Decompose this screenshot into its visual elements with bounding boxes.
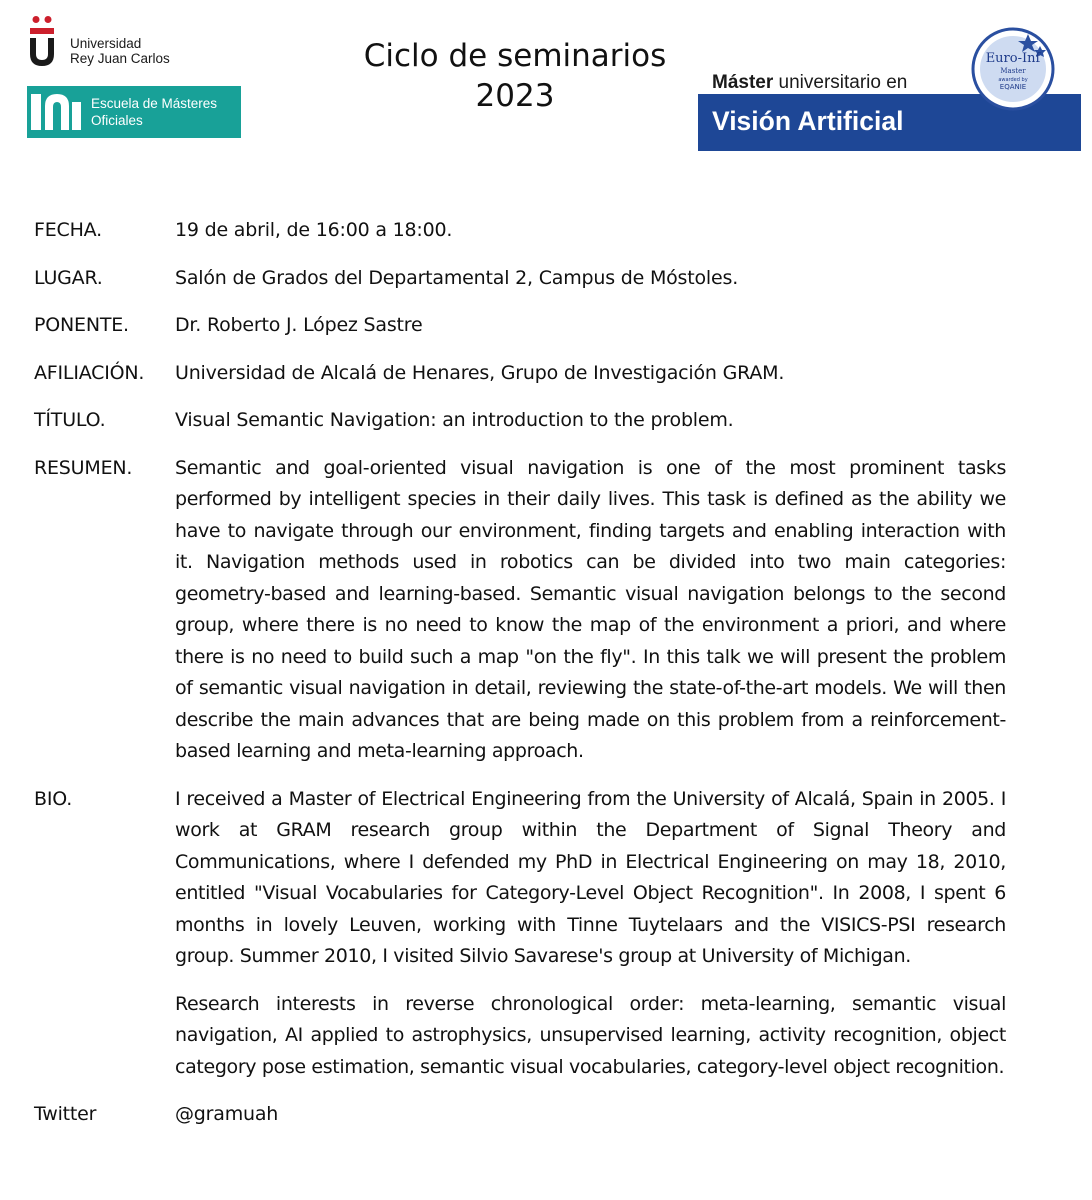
master-logo xyxy=(698,28,1081,151)
info-value: Salón de Grados del Departamental 2, Campus de Móstoles. xyxy=(175,266,739,289)
master-degree-rest: universitario en xyxy=(773,72,908,93)
master-program-name: Visión Artificial xyxy=(712,106,904,136)
school-logo xyxy=(27,86,241,138)
info-row-ponente xyxy=(34,310,1006,342)
info-label: BIO. xyxy=(34,787,73,810)
info-label: Twitter xyxy=(34,1103,97,1125)
page-title-year: 2023 xyxy=(475,78,555,114)
info-value xyxy=(175,784,1006,1084)
info-label: LUGAR. xyxy=(34,266,103,289)
info-value xyxy=(175,453,1006,768)
info-row-fecha xyxy=(34,215,1006,247)
school-m-icon xyxy=(31,92,81,132)
page-title xyxy=(300,36,730,116)
info-label: RESUMEN. xyxy=(34,456,133,479)
info-row-bio xyxy=(34,784,1006,1084)
badge-line3: awarded by xyxy=(998,77,1028,83)
abstract-text: Semantic and goal-oriented visual navigation is one of the most prominent tasks performed by intelligent species in their daily lives. This task is defined as the ability we have to navigate through our environment, finding targets and enabling interaction with it. Navigation methods used in robotics can be divided into two main categories: geometry-based and learning-based. Semantic visual navigation belongs to the second group, where there is no need to know the map of the environment a priori, and where there is no need to build such a map "on the fly". In this talk we will present the problem of semantic visual navigation in detail, reviewing the state-of-the-art models. We will then describe the main advances that are being made on this problem from a reinforcement-based learning and meta-learning approach. xyxy=(175,456,1006,762)
university-name-line2: Rey Juan Carlos xyxy=(70,51,170,66)
info-row-twitter xyxy=(34,1099,1006,1131)
page-title-line1: Ciclo de seminarios xyxy=(363,38,667,74)
info-label: FECHA. xyxy=(34,219,102,241)
school-name-line2: Oficiales xyxy=(91,113,143,128)
seminar-info xyxy=(34,215,1006,1147)
research-interests-paragraph: Research interests in reverse chronological order: meta-learning, semantic visual navigation, AI applied to astrophysics, unsupervised learning, activity recognition, object category pose estimation, semantic visual vocabularies, category-level object recognition. xyxy=(175,992,1006,1078)
info-row-afiliacion xyxy=(34,358,1006,390)
bio-paragraph: I received a Master of Electrical Engineering from the University of Alcalá, Spain in 2005. I work at GRAM research group within the Department of Signal Theory and Communications, where I defended my PhD in Electrical Engineering on may 18, 2010, entitled "Visual Vocabularies for Category-Level Object Recognition". In 2008, I spent 6 months in lovely Leuven, working with Tinne Tuytelaars and the VISICS-PSI research group. Summer 2010, I visited Silvio Savarese's group at University of Michigan. xyxy=(175,787,1006,967)
badge-line2: Master xyxy=(1000,67,1026,75)
school-name-line1: Escuela de Másteres xyxy=(91,96,218,111)
info-value: Visual Semantic Navigation: an introduction to the problem. xyxy=(175,409,734,431)
info-label: AFILIACIÓN. xyxy=(34,361,145,384)
badge-line1: Euro-Inf xyxy=(985,51,1041,66)
info-row-titulo xyxy=(34,405,1006,437)
master-degree-bold: Máster xyxy=(712,72,774,93)
info-row-resumen xyxy=(34,453,1006,768)
euro-inf-badge-icon xyxy=(970,26,1056,112)
twitter-handle: @gramuah xyxy=(175,1103,279,1125)
badge-line4: EQANIE xyxy=(999,83,1027,91)
info-value: Dr. Roberto J. López Sastre xyxy=(175,314,423,336)
urjc-logo xyxy=(26,14,256,74)
university-name-line1: Universidad xyxy=(70,36,142,51)
info-label: PONENTE. xyxy=(34,314,129,336)
master-degree-line xyxy=(712,72,907,94)
info-label: TÍTULO. xyxy=(34,409,106,431)
info-value: 19 de abril, de 16:00 a 18:00. xyxy=(175,219,453,241)
urjc-u-icon xyxy=(26,14,58,70)
info-row-lugar xyxy=(34,263,1006,295)
info-value: Universidad de Alcalá de Henares, Grupo de Investigación GRAM. xyxy=(175,361,785,384)
